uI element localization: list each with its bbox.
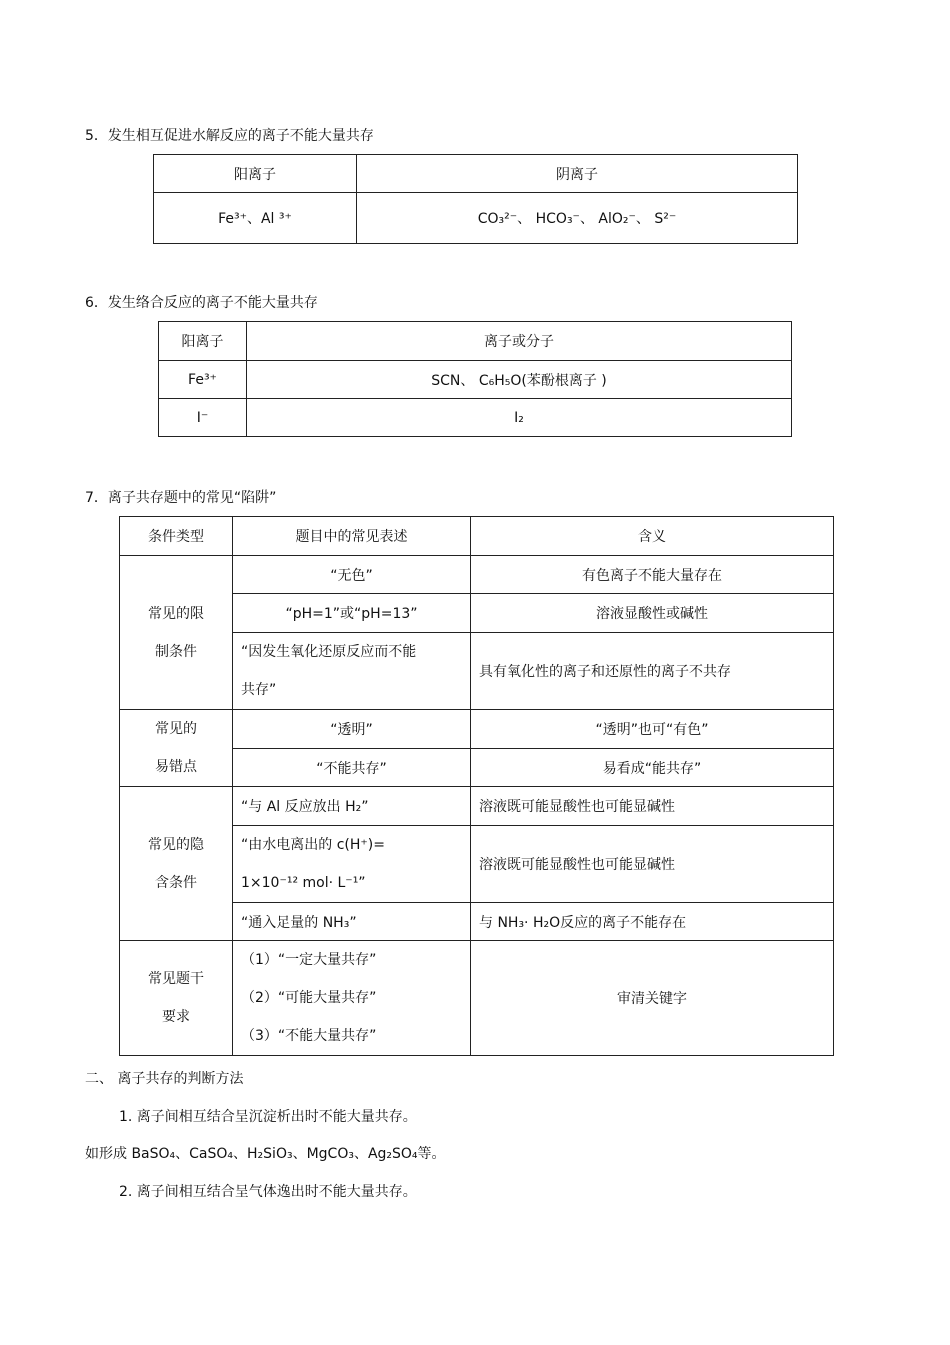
- method-paragraph-1: 1. 离子间相互结合呈沉淀析出时不能大量共存。: [119, 1109, 417, 1125]
- expr-cell: “与 Al 反应放出 H₂”: [233, 787, 471, 826]
- group-question-requirements: [120, 941, 233, 1056]
- expr-cell: “不能共存”: [233, 749, 471, 787]
- other-cell: I₂: [247, 399, 792, 437]
- meaning-cell: 具有氧化性的离子和还原性的离子不共存: [471, 633, 834, 710]
- expr-cell: [233, 941, 471, 1056]
- expr-cell: [233, 633, 471, 710]
- hydrolysis-table: [153, 154, 798, 244]
- header-cation: 阳离子: [159, 322, 247, 361]
- traps-table: [119, 516, 834, 1056]
- expr-line: 1×10⁻¹² mol· L⁻¹”: [241, 875, 366, 891]
- expr-line: 共存”: [241, 682, 277, 698]
- method-paragraph-2: 2. 离子间相互结合呈气体逸出时不能大量共存。: [119, 1184, 417, 1200]
- group-implicit-conditions: [120, 787, 233, 941]
- cation-cell: Fe³⁺: [159, 361, 247, 399]
- expr-cell: [233, 826, 471, 903]
- method-examples: 如形成 BaSO₄、CaSO₄、H₂SiO₃、MgCO₃、Ag₂SO₄等。: [85, 1146, 446, 1162]
- header-expression: 题目中的常见表述: [233, 517, 471, 556]
- group-line: 制条件: [155, 643, 197, 660]
- header-condition-type: 条件类型: [120, 517, 233, 556]
- group-line: 含条件: [155, 874, 197, 891]
- meaning-cell: 审清关键字: [471, 941, 834, 1056]
- expr-cell: “通入足量的 NH₃”: [233, 903, 471, 941]
- meaning-cell: 有色离子不能大量存在: [471, 556, 834, 594]
- header-cation: 阳离子: [154, 155, 357, 193]
- group-line: 常见的隐: [148, 836, 204, 853]
- section5-heading: 5．发生相互促进水解反应的离子不能大量共存: [85, 128, 374, 144]
- expr-cell: “pH=1”或“pH=13”: [233, 594, 471, 633]
- group-limit-conditions: [120, 556, 233, 710]
- expr-line: （2）“可能大量共存”: [241, 990, 377, 1006]
- group-common-mistakes: [120, 710, 233, 787]
- meaning-cell: “透明”也可“有色”: [471, 710, 834, 749]
- meaning-cell: 溶液既可能显酸性也可能显碱性: [471, 826, 834, 903]
- complex-table: [158, 321, 792, 437]
- group-line: 常见的: [155, 721, 197, 737]
- header-anion: 阴离子: [357, 155, 798, 193]
- section7-heading: 7．离子共存题中的常见“陷阱”: [85, 490, 277, 506]
- meaning-cell: 易看成“能共存”: [471, 749, 834, 787]
- meaning-cell: 溶液显酸性或碱性: [471, 594, 834, 633]
- expr-cell: “无色”: [233, 556, 471, 594]
- anions-cell: CO₃²⁻、 HCO₃⁻、 AlO₂⁻、 S²⁻: [357, 193, 798, 244]
- header-meaning: 含义: [471, 517, 834, 556]
- group-line: 要求: [162, 1009, 190, 1025]
- cations-cell: Fe³⁺、Al ³⁺: [154, 193, 357, 244]
- expr-line: “由水电离出的 c(H⁺)=: [241, 837, 385, 853]
- other-cell: SCN、 C₆H₅O(苯酚根离子 ): [247, 361, 792, 399]
- meaning-cell: 溶液既可能显酸性也可能显碱性: [471, 787, 834, 826]
- group-line: 常见的限: [148, 605, 204, 622]
- cation-cell: I⁻: [159, 399, 247, 437]
- section6-heading: 6．发生络合反应的离子不能大量共存: [85, 295, 318, 311]
- header-other: 离子或分子: [247, 322, 792, 361]
- part2-heading: 二、 离子共存的判断方法: [85, 1071, 244, 1087]
- expr-line: （1）“一定大量共存”: [241, 952, 377, 968]
- expr-cell: “透明”: [233, 710, 471, 749]
- meaning-cell: 与 NH₃· H₂O反应的离子不能存在: [471, 903, 834, 941]
- group-line: 常见题干: [148, 971, 204, 987]
- expr-line: “因发生氧化还原反应而不能: [241, 644, 417, 660]
- expr-line: （3）“不能大量共存”: [241, 1028, 377, 1044]
- group-line: 易错点: [155, 759, 197, 775]
